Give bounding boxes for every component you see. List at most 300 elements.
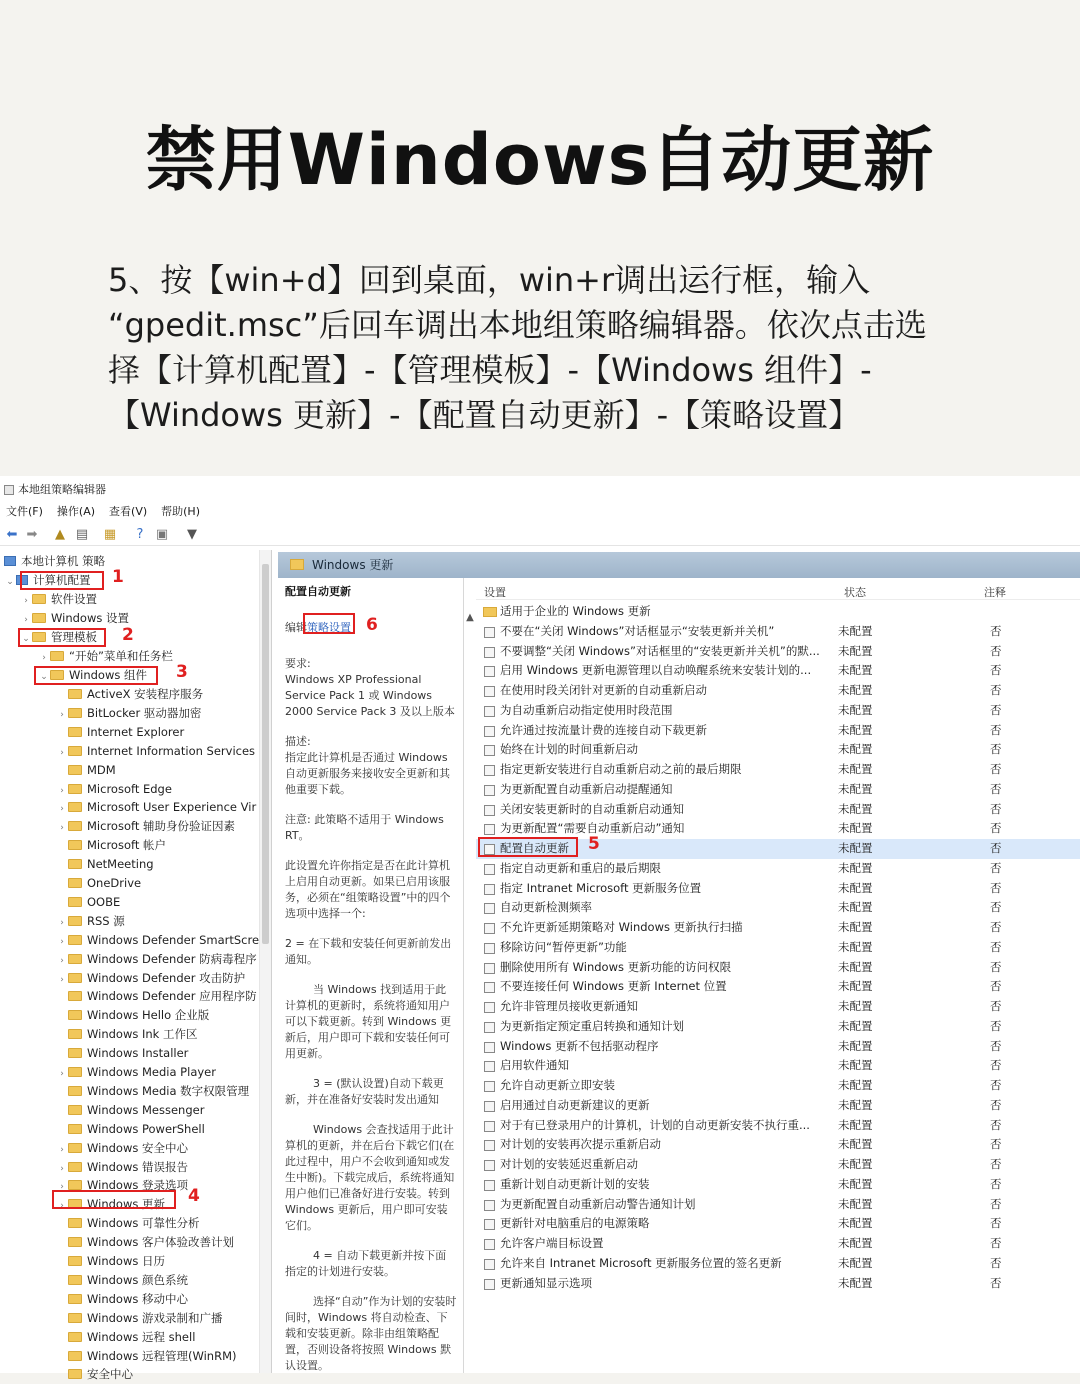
tree-label: “开始”菜单和任务栏 [69,649,173,663]
setting-state: 未配置 [838,1236,873,1250]
tree-item-component[interactable] [56,1347,236,1366]
folder-icon [32,613,46,623]
folder-icon [68,821,82,831]
setting-state: 未配置 [838,702,873,717]
policy-icon [484,647,495,658]
gpedit-window [0,476,1080,1382]
policy-icon [484,884,495,895]
setting-name: 重新计划自动更新计划的安装 [500,1176,650,1191]
tree-item-component[interactable] [56,836,166,855]
menu-view[interactable]: 查看(V) [109,505,148,518]
setting-name: 对计划的安装再次提示重新启动 [500,1137,661,1152]
tree-label: RSS 源 [87,913,125,928]
tree-item-component[interactable] [56,1158,188,1177]
tree-item-admin-templates[interactable] [20,628,97,647]
setting-note: 否 [990,643,1002,658]
table-row[interactable] [476,839,1080,859]
tree-label: 本地计算机 策略 [21,554,106,568]
table-row[interactable] [476,1234,1080,1254]
setting-note: 否 [990,1275,1002,1290]
chevron-down-icon[interactable]: ⌄ [40,672,48,682]
chevron-down-icon[interactable]: ⌄ [22,634,30,644]
column-note[interactable]: 注释 [984,586,1006,599]
folder-icon [68,1029,82,1039]
table-row[interactable] [476,918,1080,938]
policy-icon [484,923,495,934]
tree-item-component[interactable] [56,855,154,874]
window-title: 本地组策略编辑器 [18,483,106,496]
chevron-right-icon[interactable]: › [60,974,64,985]
settings-list [476,578,1080,1373]
table-row[interactable] [476,1056,1080,1076]
tree-item-component[interactable] [56,704,201,723]
setting-note: 否 [990,623,1002,638]
folder-icon [50,670,64,680]
folder-icon [68,802,82,812]
tree-item-component[interactable] [56,987,257,1006]
setting-state: 未配置 [838,643,873,658]
tree-label: Windows Defender SmartScre [87,932,260,947]
setting-state: 未配置 [838,623,873,638]
policy-icon [484,1259,495,1270]
tree-item-component[interactable] [56,1101,204,1120]
folder-icon [68,1218,82,1228]
policy-icon [484,1140,495,1151]
setting-name: 允许来自 Intranet Microsoft 更新服务位置的签名更新 [500,1255,782,1270]
policy-icon [484,706,495,717]
setting-name: 为更新配置自动重新启动警告通知计划 [500,1196,696,1211]
tree-label: Windows 可靠性分析 [87,1216,200,1231]
policy-icon [484,943,495,954]
folder-icon [68,1162,82,1172]
tree-item-component[interactable] [56,1063,216,1082]
tree-item-component[interactable] [56,1290,188,1309]
folder-icon [68,859,82,869]
app-icon [4,485,14,495]
tree-item-component[interactable] [56,798,256,817]
setting-note: 否 [990,920,1002,934]
menu-help[interactable]: 帮助(H) [161,505,200,518]
setting-note: 否 [990,1097,1002,1112]
chevron-up-icon[interactable]: ▲ [466,612,474,623]
setting-name: 不要连接任何 Windows 更新 Internet 位置 [500,979,727,994]
table-row[interactable] [476,1116,1080,1136]
table-row[interactable] [476,1175,1080,1195]
setting-note: 否 [990,1157,1002,1171]
policy-icon [484,765,495,776]
tree-label: Microsoft Edge [87,781,172,796]
setting-note: 否 [990,663,1002,678]
policy-icon [484,1239,495,1250]
tree-item-start-menu[interactable] [38,647,173,666]
tree-label: Windows Ink 工作区 [87,1027,198,1042]
tree-item-component[interactable] [56,1176,188,1195]
folder-icon [68,1124,82,1134]
tree-label: Internet Explorer [87,724,185,739]
setting-state: 未配置 [838,999,873,1013]
folder-icon [68,1199,82,1209]
chevron-right-icon[interactable]: › [60,936,64,947]
setting-state: 未配置 [838,781,873,796]
setting-note: 否 [990,1236,1002,1250]
setting-state: 未配置 [838,1176,873,1191]
table-row[interactable] [476,721,1080,741]
table-row[interactable] [476,879,1080,899]
policy-icon [484,1081,495,1092]
tree-label: Windows 远程 shell [87,1329,196,1344]
folder-icon [68,973,82,983]
table-row[interactable] [476,1254,1080,1274]
setting-name: 允许自动更新立即安装 [500,1078,615,1092]
setting-name: 对于有已登录用户的计算机，计划的自动更新安装不执行重... [500,1117,810,1132]
chevron-right-icon[interactable]: › [60,1144,64,1155]
tree-item-component[interactable] [56,1309,223,1328]
setting-state: 未配置 [838,1137,873,1152]
chevron-right-icon[interactable]: › [60,823,64,834]
chevron-right-icon[interactable]: › [60,917,64,928]
up-folder-icon[interactable]: ▲ [55,527,65,542]
tree-item-component[interactable] [56,723,184,742]
tree-label: Windows Hello 企业版 [87,1008,210,1023]
folder-icon [290,559,304,570]
policy-icon [484,824,495,835]
setting-state: 未配置 [838,880,873,895]
table-row[interactable] [476,760,1080,780]
description-paragraph: Windows 会查找适用于此计算机的更新，并在后台下载它们(在此过程中，用户不会收到通知或发生中断)。下载完成后，系统将通知用户他们已准备好进行安装。转到 Windows 更新后，用户即可安装它们。 [285,1123,455,1232]
setting-note: 否 [990,1216,1002,1231]
tree-item-component[interactable] [56,1365,133,1384]
chevron-right-icon[interactable]: › [60,1069,64,1079]
table-row[interactable] [476,1155,1080,1175]
tree-item-component[interactable] [56,685,203,704]
folder-icon [68,1237,82,1247]
table-row[interactable] [476,859,1080,879]
folder-icon [68,897,82,907]
table-row[interactable] [476,701,1080,721]
setting-note: 否 [990,999,1002,1013]
tree-item-component[interactable] [56,1044,188,1063]
tree-label: Windows 游戏录制和广播 [87,1310,223,1325]
chevron-down-icon[interactable]: ⌄ [6,577,14,587]
scrollbar-thumb[interactable] [262,564,269,944]
chevron-right-icon[interactable]: › [60,955,64,966]
policy-icon [484,864,495,875]
chevron-right-icon[interactable]: › [60,709,64,720]
setting-note: 否 [990,1058,1002,1073]
tree-item-component[interactable] [56,1233,234,1252]
tree-item-component[interactable] [56,761,116,780]
setting-state: 未配置 [838,821,873,836]
table-row[interactable] [476,819,1080,839]
tree-item-software[interactable] [20,590,97,609]
folder-icon [68,935,82,945]
description-paragraph: 2 = 在下载和安装任何更新前发出通知。 [285,937,452,966]
policy-icon [484,1219,495,1230]
setting-note: 否 [990,900,1002,915]
table-row[interactable] [476,1037,1080,1057]
tree-label: Windows 客户体验改善计划 [87,1235,234,1250]
export-icon[interactable]: ▦ [103,527,117,542]
setting-name: 允许通过按流量计费的连接自动下载更新 [500,722,707,737]
tree-item-windows-settings[interactable] [20,609,129,628]
edit-policy-link[interactable]: 策略设置 [307,621,351,634]
policy-icon [484,903,495,914]
chevron-right-icon[interactable]: › [60,1201,64,1212]
table-row[interactable] [476,997,1080,1017]
policy-icon [484,1042,495,1053]
setting-note: 否 [990,880,1002,895]
tree-label: Windows PowerShell [87,1121,205,1136]
chevron-right-icon[interactable]: › [60,1163,64,1174]
folder-icon [68,765,82,775]
instruction-line: 择【计算机配置】-【管理模板】-【Windows 组件】- [108,351,872,389]
description-paragraph: 描述: 指定此计算机是否通过 Windows 自动更新服务来接收安全更新和其他重要下载。 [285,735,450,796]
tree-label: 计算机配置 [33,573,91,587]
tree-item-component[interactable] [56,1139,188,1158]
filter-icon[interactable]: ▼ [187,527,197,542]
setting-note: 否 [990,821,1002,836]
setting-state: 未配置 [838,900,873,915]
tree-item-component[interactable] [56,1025,198,1044]
setting-state: 未配置 [838,1078,873,1092]
setting-state: 未配置 [838,1097,873,1112]
setting-note: 否 [990,722,1002,737]
policy-icon [484,1002,495,1013]
setting-name: 不要在“关闭 Windows”对话框显示“安装更新并关机” [500,623,775,638]
table-row[interactable] [476,1017,1080,1037]
setting-name: 指定自动更新和重启的最后期限 [500,860,661,875]
table-row[interactable] [476,898,1080,918]
table-row[interactable] [476,958,1080,978]
description-paragraph: 选择“自动”作为计划的安装时间时，Windows 将自动检查、下载和安装更新。除非由组策略配置，否则设备将按照 Windows 默认设置。 [285,1295,457,1372]
menu-file[interactable]: 文件(F) [6,505,43,518]
annotation-number: 4 [188,1186,200,1206]
folder-icon [68,784,82,794]
setting-note: 否 [990,959,1002,974]
policy-icon [484,745,495,756]
setting-name: 自动更新检测频率 [500,900,592,915]
table-row[interactable] [476,1096,1080,1116]
tree-label: Microsoft User Experience Vir [87,800,257,815]
table-row[interactable] [476,622,1080,642]
instruction-line: “gpedit.msc”后回车调出本地组策略编辑器。依次点击选 [108,306,927,344]
tree-label: Windows 远程管理(WinRM) [87,1348,237,1363]
setting-name: 移除访问“暂停更新”功能 [500,939,627,954]
setting-state: 未配置 [838,1038,873,1053]
setting-note: 否 [990,939,1002,954]
tree-label: Windows 颜色系统 [87,1272,188,1287]
folder-icon [68,1351,82,1361]
description-paragraph: 3 = (默认设置)自动下载更新，并在准备好安装时发出通知 [285,1077,444,1106]
tree-label: NetMeeting [87,857,154,872]
list-header [476,578,1080,600]
setting-state: 未配置 [838,979,873,994]
table-row[interactable] [476,800,1080,820]
tree-label: Internet Information Services [87,743,256,758]
menu-action[interactable]: 操作(A) [56,505,96,518]
setting-name: 对计划的安装延迟重新启动 [500,1157,638,1171]
folder-icon [68,1180,82,1190]
navigation-tree [0,550,272,1382]
window-titlebar [0,476,1080,504]
tree-item-component[interactable] [56,893,120,912]
setting-name: 在使用时段关闭针对更新的自动重新启动 [500,683,707,697]
tree-item-component[interactable] [56,1271,188,1290]
setting-note: 否 [990,1078,1002,1092]
tree-item-component[interactable] [56,1195,165,1214]
tree-item-component[interactable] [56,1006,209,1025]
setting-state: 未配置 [838,1255,873,1270]
setting-note: 否 [990,1176,1002,1191]
column-setting[interactable]: 设置 [484,586,506,599]
setting-name: 删除使用所有 Windows 更新功能的访问权限 [500,959,732,974]
folder-icon [68,840,82,850]
tree-item-component[interactable] [56,931,259,950]
policy-icon [484,1279,495,1290]
chevron-right-icon[interactable]: › [24,615,28,625]
table-row[interactable] [476,977,1080,997]
tree-item-component[interactable] [56,780,172,799]
folder-icon [68,1313,82,1323]
policy-icon [484,1160,495,1171]
table-row[interactable] [476,740,1080,760]
setting-name: 启用 Windows 更新电源管理以自动唤醒系统来安装计划的... [500,663,812,678]
computer-icon [16,575,28,585]
setting-note: 否 [990,1196,1002,1211]
menu-bar [0,502,1080,522]
instruction-line: 【Windows 更新】-【配置自动更新】-【策略设置】 [108,396,861,434]
tree-item-component[interactable] [56,874,141,893]
chevron-right-icon[interactable]: › [60,747,64,758]
setting-note: 否 [990,702,1002,717]
tree-item-windows-components[interactable] [38,666,147,685]
folder-icon [68,1256,82,1266]
setting-note: 否 [990,979,1002,994]
setting-state: 未配置 [838,762,873,776]
tree-item-component[interactable] [56,1328,195,1347]
table-row[interactable] [476,938,1080,958]
setting-state: 未配置 [838,1018,873,1033]
setting-name: 启用软件通知 [500,1058,569,1073]
annotation-number: 6 [366,615,378,635]
setting-state: 未配置 [838,920,873,934]
tree-item-component[interactable] [56,969,245,988]
setting-state: 未配置 [838,1196,873,1211]
setting-name: 允许非管理员接收更新通知 [500,999,638,1013]
tree-root[interactable] [4,552,105,571]
back-icon[interactable]: ⬅ [6,527,18,542]
table-row[interactable] [476,661,1080,681]
folder-icon [68,954,82,964]
tree-label: Windows Defender 应用程序防 [87,989,257,1004]
folder-icon [68,746,82,756]
tree-item-computer-config[interactable] [4,571,91,590]
table-row[interactable] [476,1195,1080,1215]
help-icon[interactable]: ? [136,527,144,542]
table-row[interactable] [476,1135,1080,1155]
tree-item-component[interactable] [56,742,255,761]
table-row[interactable] [476,1214,1080,1234]
table-row[interactable] [476,642,1080,662]
tree-item-component[interactable] [56,1082,249,1101]
chevron-right-icon[interactable]: › [24,596,28,606]
folder-icon [68,1105,82,1115]
computer-icon [4,556,16,566]
setting-state: 未配置 [838,1157,873,1171]
table-row[interactable] [476,681,1080,701]
tree-label: Windows Defender 防病毒程序 [87,951,257,966]
tree-label: Windows 安全中心 [87,1140,188,1155]
list-folder-item[interactable] [476,602,1080,622]
tree-label: Windows Media Player [87,1065,216,1079]
forward-icon[interactable]: ➡ [26,527,38,542]
column-state[interactable]: 状态 [844,586,866,599]
setting-state: 未配置 [838,801,873,816]
tree-label: Windows 设置 [51,611,129,625]
chevron-right-icon[interactable]: › [60,1182,64,1193]
edit-prefix: 编辑 [285,621,307,634]
chevron-right-icon[interactable]: › [60,785,64,796]
setting-name: 更新针对电脑重启的电源策略 [500,1216,650,1231]
description-paragraph: 此设置允许你指定是否在此计算机上启用自动更新。如果已启用该服务，必须在“组策略设置”中的四个选项中选择一个: [285,859,451,920]
setting-name: 为更新配置自动重新启动提醒通知 [500,781,673,796]
table-row[interactable] [476,1274,1080,1294]
folder-icon [68,991,82,1001]
setting-name: 为更新指定预定重启转换和通知计划 [500,1018,684,1033]
tree-label: MDM [87,762,116,777]
description-paragraph: 4 = 自动下载更新并按下面指定的计划进行安装。 [285,1249,447,1278]
setting-state: 未配置 [838,1117,873,1132]
setting-state: 未配置 [838,1275,873,1290]
tree-item-component[interactable] [56,817,235,836]
setting-name: 为更新配置“需要自动重新启动”通知 [500,821,685,836]
folder-icon [32,594,46,604]
tree-label: 安全中心 [87,1367,133,1382]
tree-item-component[interactable] [56,1252,165,1271]
folder-icon [68,689,82,699]
annotation-number: 2 [122,625,134,645]
tree-label: BitLocker 驱动器加密 [87,705,202,720]
show-tree-icon[interactable]: ▤ [75,527,89,542]
folder-icon [68,1010,82,1020]
tree-scrollbar[interactable] [259,550,271,1373]
setting-state: 未配置 [838,1216,873,1231]
setting-name: 不要调整“关闭 Windows”对话框里的“安装更新并关机”的默... [500,643,820,658]
setting-state: 未配置 [838,722,873,737]
tree-item-component[interactable] [56,950,257,969]
tree-item-component[interactable] [56,1214,200,1233]
table-row[interactable] [476,1076,1080,1096]
tree-label: 软件设置 [51,592,97,606]
tree-label: Microsoft 辅助身份验证因素 [87,819,235,834]
chevron-right-icon[interactable]: › [42,653,46,663]
description-paragraph: 当 Windows 找到适用于此计算机的更新时，系统将通知用户可以下载更新。转到 Windows 更新后，用户即可下载和安装任何可用更新。 [285,983,452,1060]
setting-name: 允许客户端目标设置 [500,1236,604,1250]
properties-icon[interactable]: ▣ [155,527,169,542]
policy-icon [484,1061,495,1072]
tree-label: Windows Installer [87,1046,189,1061]
setting-note: 否 [990,1255,1002,1270]
description-paragraph: 要求: Windows XP Professional Service Pack 1 或 Windows 2000 Service Pack 3 及以上版本 [285,657,455,718]
tree-item-component[interactable] [56,1120,205,1139]
folder-icon [68,1086,82,1096]
setting-state: 未配置 [838,841,873,855]
policy-icon [484,1200,495,1211]
chevron-right-icon[interactable]: › [60,804,64,815]
setting-state: 未配置 [838,683,873,697]
table-row[interactable] [476,780,1080,800]
tree-item-component[interactable] [56,912,125,931]
